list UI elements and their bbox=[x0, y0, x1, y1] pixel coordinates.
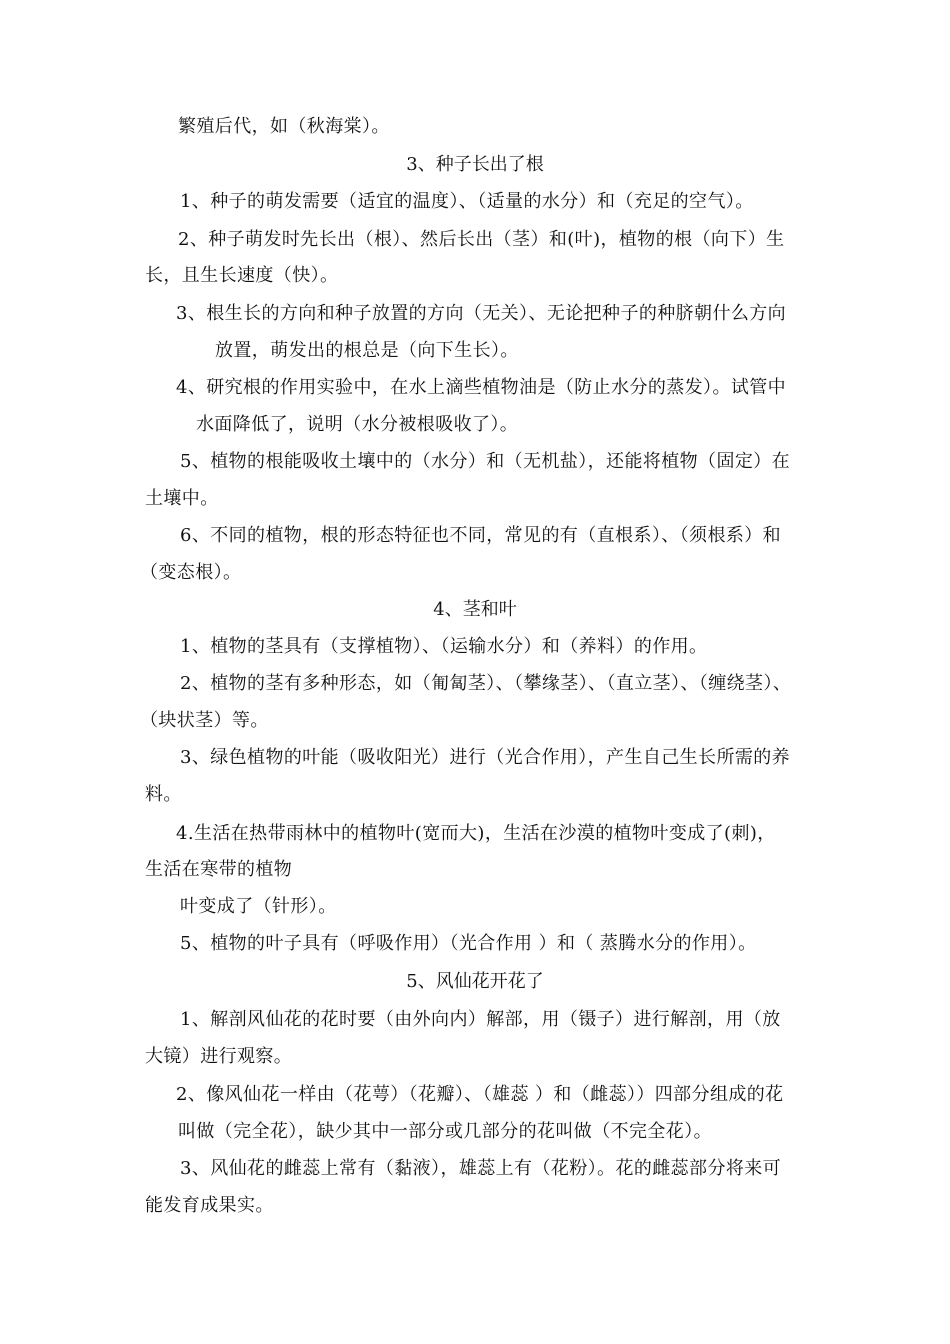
text-line: 能发育成果实。 bbox=[145, 1195, 274, 1216]
section-heading: 5、风仙花开花了 bbox=[406, 971, 544, 992]
text-line: （变态根）。 bbox=[140, 562, 242, 583]
text-line: 大镜）进行观察。 bbox=[145, 1046, 293, 1067]
text-line: 4、研究根的作用实验中，在水上滴些植物油是（防止水分的蒸发）。试管中 bbox=[176, 377, 787, 398]
text-line: 繁殖后代，如（秋海棠）。 bbox=[178, 116, 390, 137]
text-line: 4.生活在热带雨林中的植物叶(宽而大)，生活在沙漠的植物叶变成了(刺)， bbox=[176, 823, 776, 844]
text-line: 1、解剖风仙花的花时要（由外向内）解部，用（镊子）进行解剖，用（放 bbox=[180, 1009, 781, 1030]
text-line: 叫做（完全花），缺少其中一部分或几部分的花叫做（不完全花）。 bbox=[178, 1121, 712, 1142]
text-line: 生活在寒带的植物 bbox=[145, 859, 293, 880]
text-line: 6、不同的植物，根的形态特征也不同，常见的有（直根系）、（须根系）和 bbox=[180, 525, 782, 546]
text-line: 长，且生长速度（快）。 bbox=[145, 265, 339, 286]
text-line: 料。 bbox=[145, 784, 182, 805]
text-line: 水面降低了，说明（水分被根吸收了）。 bbox=[196, 414, 519, 435]
text-line: 3、绿色植物的叶能（吸收阳光）进行（光合作用），产生自己生长所需的养 bbox=[180, 747, 791, 768]
text-line: 放置，萌发出的根总是（向下生长）。 bbox=[215, 340, 519, 361]
text-line: 土壤中。 bbox=[145, 488, 219, 509]
text-line: （块状茎）等。 bbox=[140, 710, 269, 731]
text-line: 5、植物的根能吸收土壤中的（水分）和（无机盐），还能将植物（固定）在 bbox=[180, 451, 791, 472]
section-heading: 3、种子长出了根 bbox=[406, 154, 544, 175]
text-line: 2、植物的茎有多种形态，如（匍匐茎）、（攀缘茎）、（直立茎）、（缠绕茎）、 bbox=[180, 673, 792, 694]
section-heading: 4、茎和叶 bbox=[433, 599, 517, 620]
text-line: 3、风仙花的雌蕊上常有（黏液），雄蕊上有（花粉）。花的雌蕊部分将来可 bbox=[180, 1158, 782, 1179]
text-line: 叶变成了（针形）。 bbox=[180, 896, 337, 917]
text-line: 1、种子的萌发需要（适宜的温度）、（适量的水分）和（充足的空气）。 bbox=[180, 191, 754, 212]
text-line: 2、像风仙花一样由（花萼）（花瓣）、（雄蕊 ）和（雌蕊））四部分组成的花 bbox=[176, 1084, 784, 1105]
text-line: 3、根生长的方向和种子放置的方向（无关）、无论把种子的种脐朝什么方向 bbox=[176, 303, 787, 324]
text-line: 1、植物的茎具有（支撑植物）、（运输水分）和（养料）的作用。 bbox=[180, 636, 708, 657]
text-line: 2、种子萌发时先长出（根）、然后长出（茎）和(叶)，植物的根（向下）生 bbox=[178, 229, 785, 250]
text-line: 5、植物的叶子具有（呼吸作用）（光合作用 ）和（ 蒸腾水分的作用）。 bbox=[180, 933, 757, 954]
